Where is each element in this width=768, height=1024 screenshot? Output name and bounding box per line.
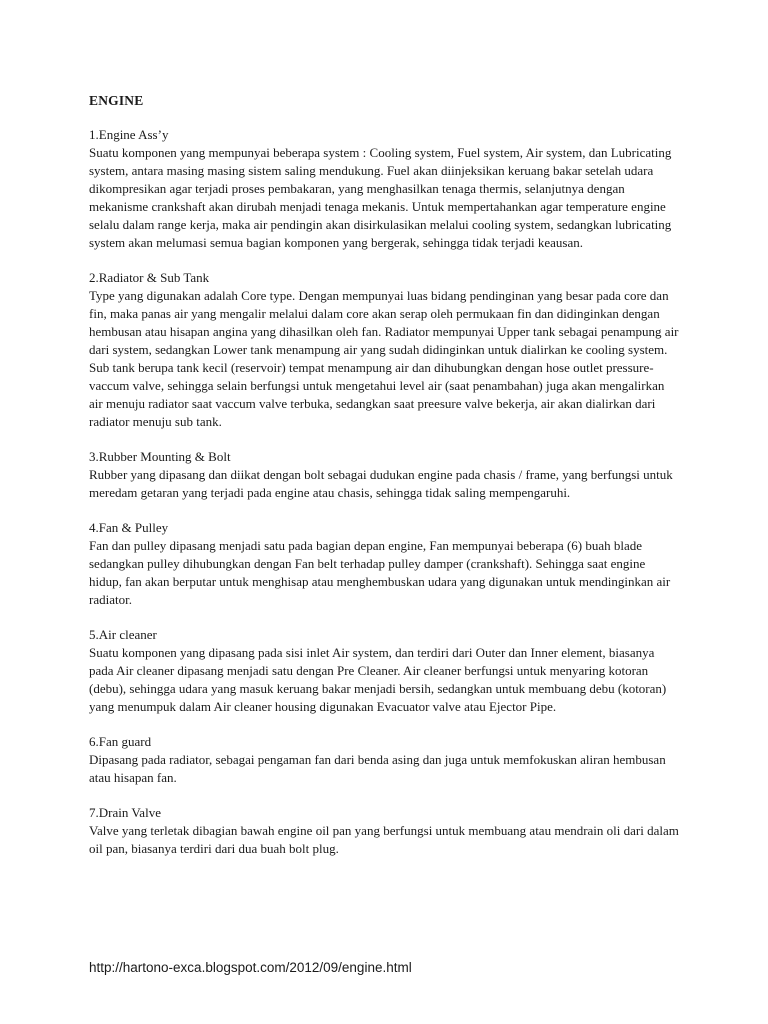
section-rubber-mounting-bolt: [89, 448, 679, 502]
document-body: [89, 92, 679, 875]
section-heading: 6.Fan guard: [89, 734, 152, 749]
document-title: ENGINE: [89, 93, 144, 108]
section-fan-guard: [89, 733, 679, 787]
section-paragraph: Suatu komponen yang dipasang pada sisi inlet Air system, dan terdiri dari Outer dan Inner element, biasanya pada Air cleaner dipasang menjadi satu dengan Pre Cleaner. Air cleaner berfungsi untuk menyaring kotoran (debu), sehingga udara yang masuk keruang bakar menjadi bersih, sedangkan untuk membuang debu (kotoran) yang menumpuk dalam Air cleaner housing digunakan Evacuator valve atau Ejector Pipe.: [89, 645, 667, 714]
section-heading: 4.Fan & Pulley: [89, 520, 169, 535]
source-url: http://hartono-exca.blogspot.com/2012/09/engine.html: [89, 960, 412, 975]
section-radiator-sub-tank: [89, 269, 679, 431]
section-paragraph: Fan dan pulley dipasang menjadi satu pada bagian depan engine, Fan mempunyai beberapa (6) buah blade sedangkan pulley dihubungkan dengan Fan belt terhadap pulley damper (crankshaft). Sehingga saat engine hidup, fan akan berputar untuk menghisap atau menghembuskan udara yang digunakan untuk mendinginkan air radiator.: [89, 538, 671, 607]
section-paragraph: Dipasang pada radiator, sebagai pengaman fan dari benda asing dan juga untuk memfokuskan aliran hembusan atau hisapan fan.: [89, 752, 666, 785]
section-air-cleaner: [89, 626, 679, 716]
section-paragraph: Rubber yang dipasang dan diikat dengan bolt sebagai dudukan engine pada chasis / frame, yang berfungsi untuk meredam getaran yang terjadi pada engine atau chasis, sehingga tidak saling mempengaruhi.: [89, 467, 673, 500]
section-heading: 2.Radiator & Sub Tank: [89, 270, 210, 285]
section-paragraph: Suatu komponen yang mempunyai beberapa system : Cooling system, Fuel system, Air system, dan Lubricating system, antara masing masing sistem saling mendukung. Fuel akan diinjeksikan keruang bakar setelah udara dikompresikan agar terjadi proses pembakaran, yang menghasilkan tenaga thermis, selanjutnya dengan mekanisme crankshaft akan dirubah menjadi tenaga mekanis. Untuk mempertahankan agar temperature engine selalu dalam range kerja, maka air pendingin akan disirkulasikan melalui cooling system, sedangkan lubricating system akan melumasi semua bagian komponen yang bergerak, sehingga tidak terjadi keausan.: [89, 145, 672, 250]
section-paragraph: Type yang digunakan adalah Core type. Dengan mempunyai luas bidang pendinginan yang besar pada core dan fin, maka panas air yang mengalir melalui dalam core akan serap oleh permukaan fin dan didinginkan dengan hembusan atau hisapan angina yang dihasilkan oleh fan. Radiator mempunyai Upper tank sebagai penampung air dari system, sedangkan Lower tank menampung air yang sudah didinginkan untuk dialirkan ke cooling system.: [89, 288, 679, 357]
section-paragraph: Valve yang terletak dibagian bawah engine oil pan yang berfungsi untuk membuang atau mendrain oli dari dalam oil pan, biasanya terdiri dari dua buah bolt plug.: [89, 823, 679, 856]
section-heading: 7.Drain Valve: [89, 805, 161, 820]
section-fan-pulley: [89, 519, 679, 609]
section-engine-assy: [89, 126, 679, 252]
section-heading: 1.Engine Ass’y: [89, 127, 169, 142]
section-drain-valve: [89, 804, 679, 858]
section-heading: 5.Air cleaner: [89, 627, 157, 642]
section-heading: 3.Rubber Mounting & Bolt: [89, 449, 231, 464]
section-paragraph: Sub tank berupa tank kecil (reservoir) tempat menampung air dan dihubungkan dengan hose outlet pressure-vaccum valve, sehingga selain berfungsi untuk mengetahui level air (saat penambahan) juga akan mengalirkan air menuju radiator saat vaccum valve terbuka, sedangkan saat preesure valve bekerja, air akan dialirkan dari radiator menuju sub tank.: [89, 360, 665, 429]
